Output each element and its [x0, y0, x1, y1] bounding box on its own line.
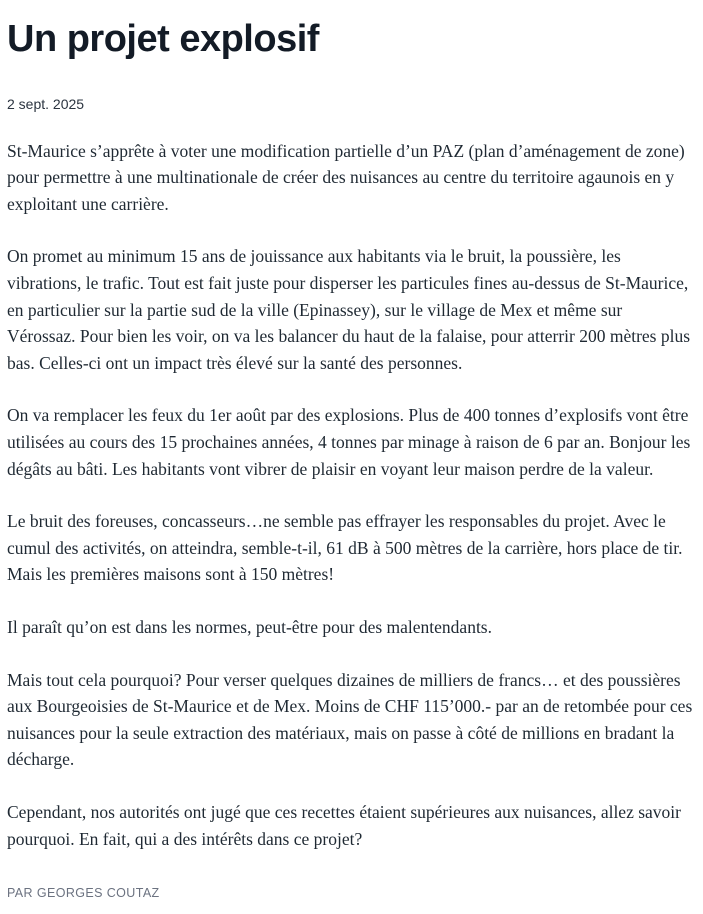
article-date: 2 sept. 2025 — [7, 95, 85, 112]
article-byline: PAR GEORGES COUTAZ — [7, 886, 160, 901]
article-paragraph: Mais tout cela pourquoi? Pour verser quelques dizaines de milliers de francs… et des poussières aux Bourgeoisies de St-Maurice et de Mex. Moins de CHF 115’000.- par an de retombée pour ces nuisances pour la seule extraction des matériaux, mais on passe à côté de millions en bradant la décharge. — [7, 669, 693, 770]
article-body — [7, 138, 693, 852]
article-paragraph: On promet au minimum 15 ans de jouissance aux habitants via le bruit, la poussière, les vibrations, le trafic. Tout est fait juste pour disperser les particules fines au-dessus de St-Maurice, en particulier sur la partie sud de la ville (Epinassey), sur le village de Mex et même sur Vérossaz. Pour bien les voir, on va les balancer du haut de la falaise, pour atterrir 200 mètres plus bas. Celles-ci ont un impact très élevé sur la santé des personnes. — [7, 246, 691, 373]
article-title: Un projet explosif — [7, 18, 319, 60]
article-paragraph: St-Maurice s’apprête à voter une modification partielle d’un PAZ (plan d’aménagement de zone) pour permettre à une multinationale de créer des nuisances au centre du territoire agaunois en y exploitant une carrière. — [7, 140, 685, 214]
article-paragraph: On va remplacer les feux du 1er août par des explosions. Plus de 400 tonnes d’explosifs vont être utilisées au cours des 15 prochaines années, 4 tonnes par minage à raison de 6 par an. Bonjour les dégâts au bâti. Les habitants vont vibrer de plaisir en voyant leur maison perdre de la valeur. — [7, 405, 691, 479]
article-paragraph: Le bruit des foreuses, concasseurs…ne semble pas effrayer les responsables du projet. Avec le cumul des activités, on atteindra, semble-t-il, 61 dB à 500 mètres de la carrière, hors place de tir. Mais les premières maisons sont à 150 mètres! — [7, 511, 683, 585]
article-paragraph: Il paraît qu’on est dans les normes, peut-être pour des malentendants. — [7, 617, 492, 637]
article-paragraph: Cependant, nos autorités ont jugé que ces recettes étaient supérieures aux nuisances, allez savoir pourquoi. En fait, qui a des intérêts dans ce projet? — [7, 801, 681, 849]
